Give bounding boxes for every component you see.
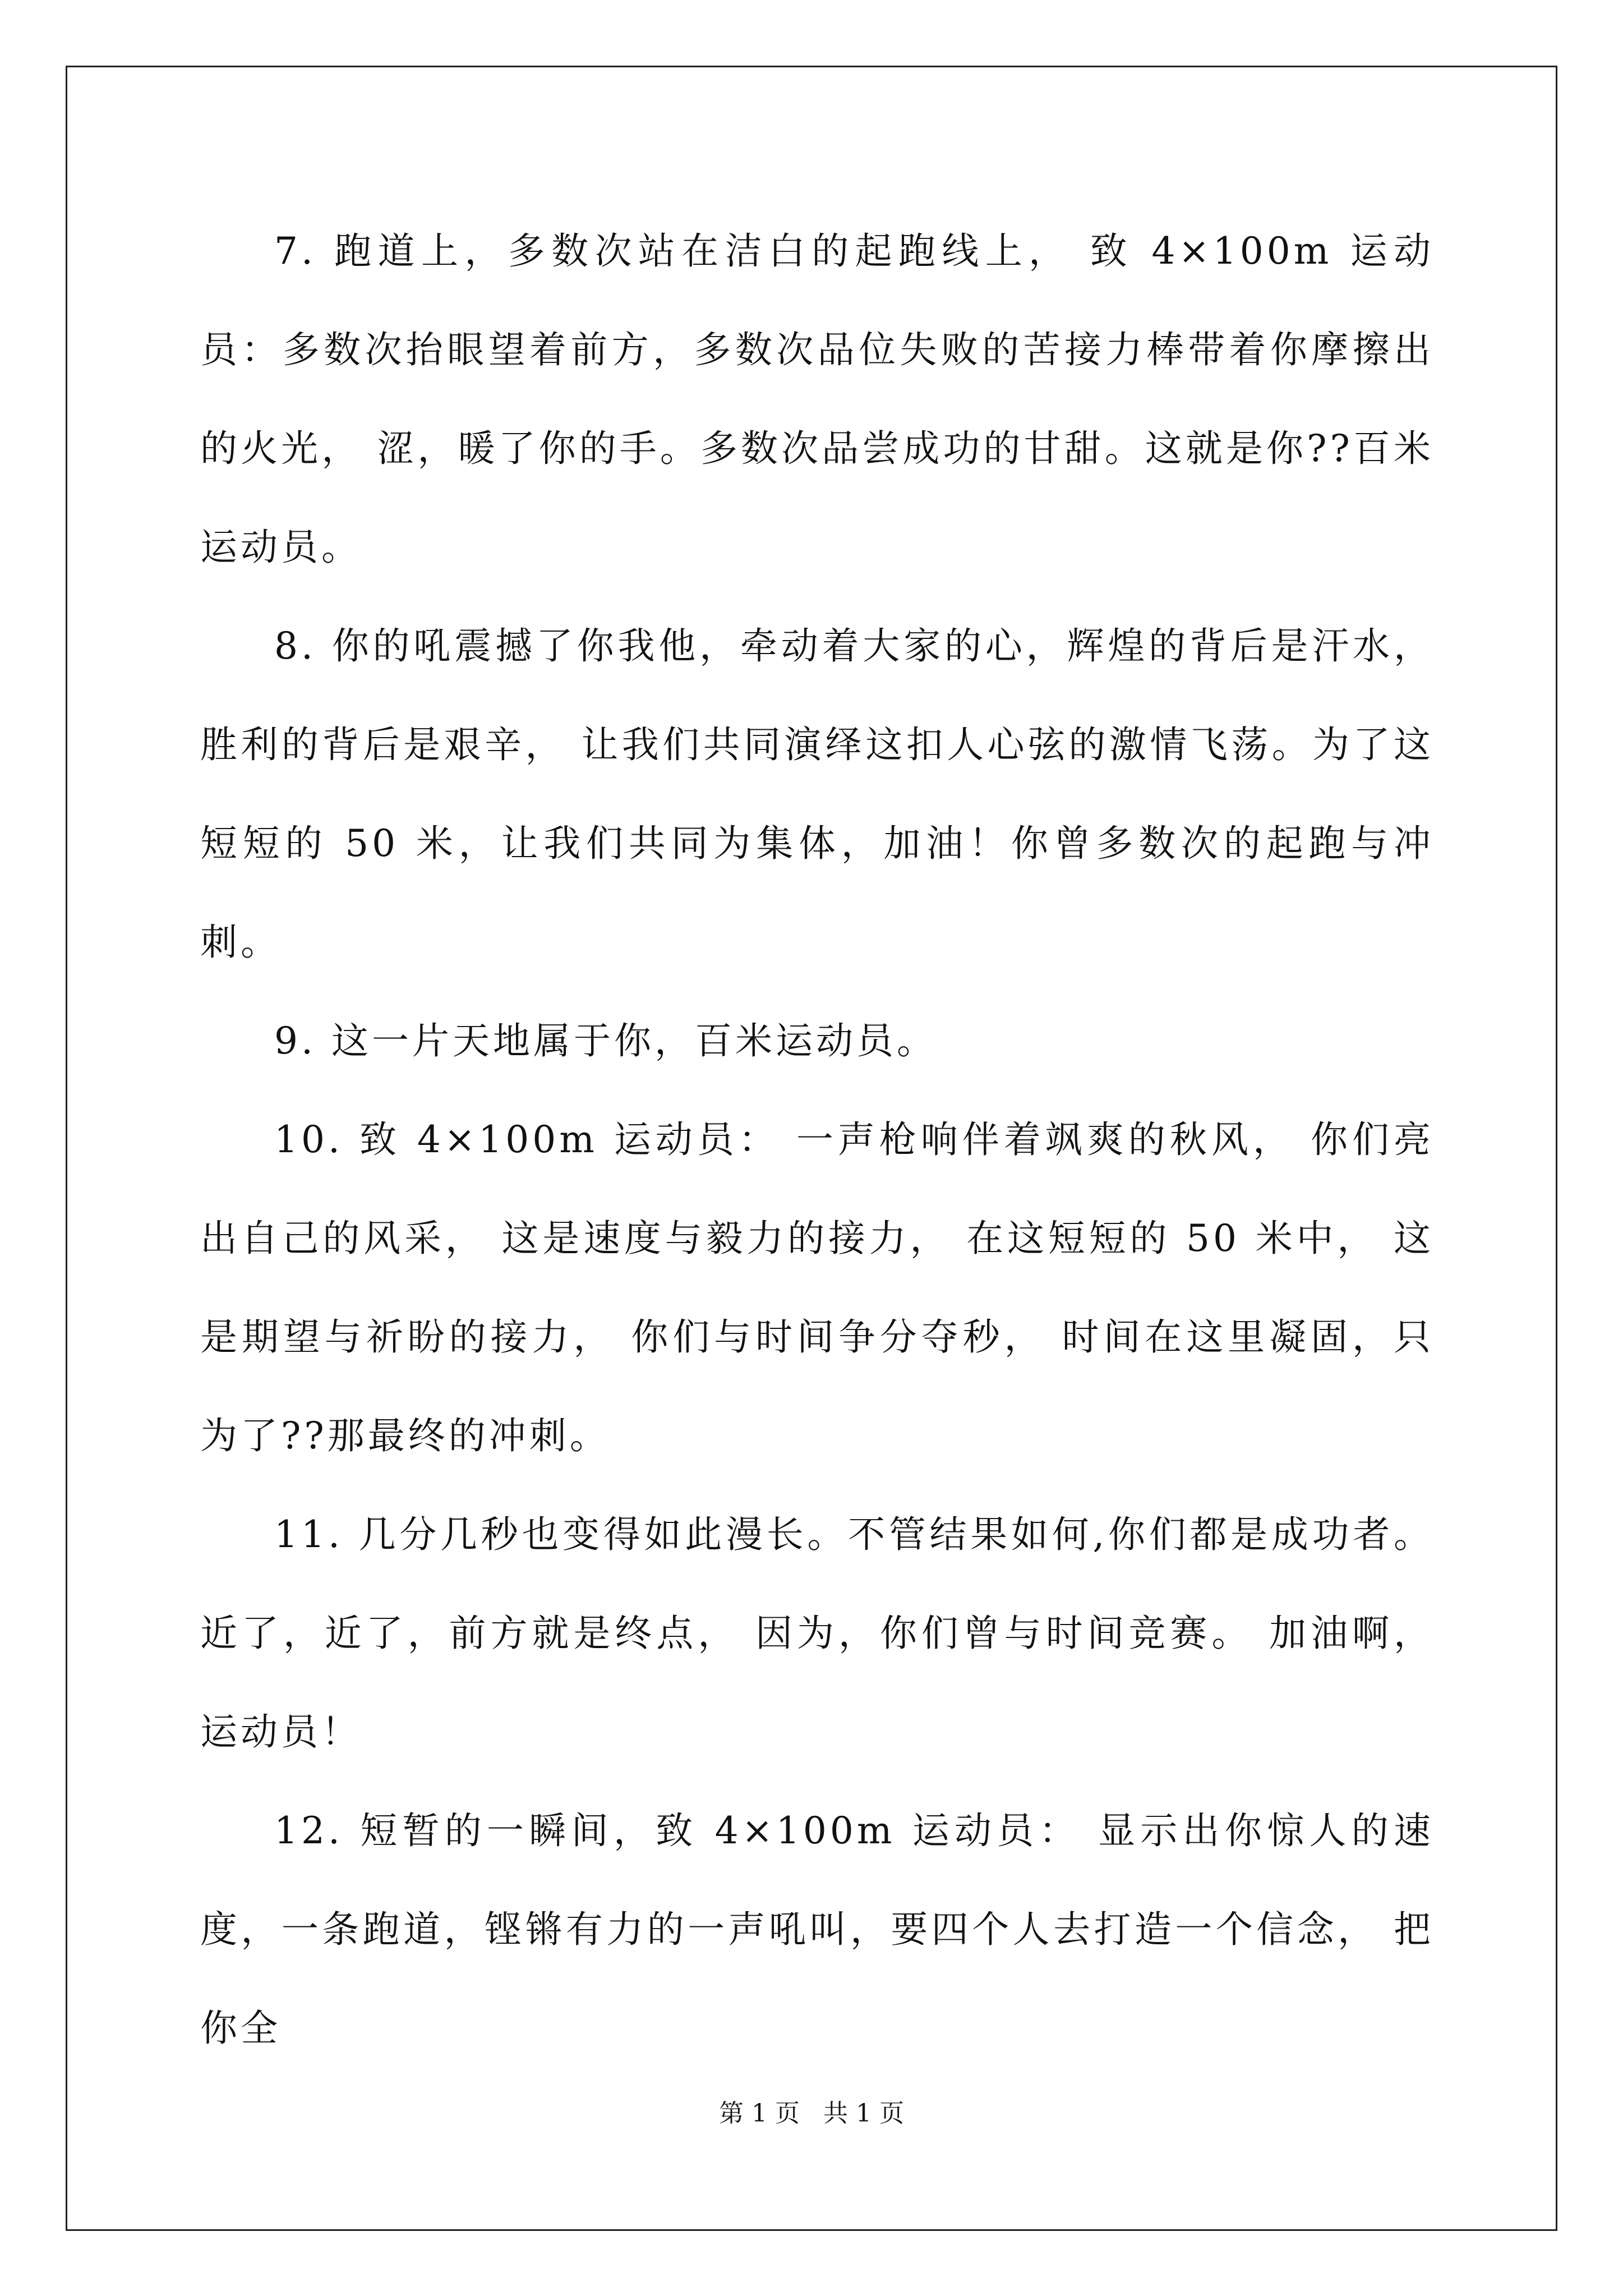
- page-number: 第 1 页: [719, 2099, 800, 2128]
- paragraph-12: 12. 短暂的一瞬间，致 4×100m 运动员： 显示出你惊人的速度，一条跑道，铿锵有力的一声吼叫，要四个人去打造一个信念， 把你全: [200, 1809, 1434, 2050]
- paragraph-10: 10. 致 4×100m 运动员： 一声枪响伴着飒爽的秋风， 你们亮出自己的风采， 这是速度与毅力的接力， 在这短短的 50 米中， 这是期望与祈盼的接力， 你们与时间争分夺秒， 时间在这里凝固，只为了??那最终的冲刺。: [200, 1118, 1434, 1457]
- paragraph-7: 7. 跑道上，多数次站在洁白的起跑线上， 致 4×100m 运动员：多数次抬眼望着前方，多数次品位失败的苦接力棒带着你摩擦出的火光， 涩，暖了你的手。多数次品尝成功的甘甜。这就是你??百米运动员。: [200, 229, 1434, 569]
- document-body: [200, 202, 1434, 2078]
- page-footer: [0, 2097, 1623, 2131]
- paragraph-8: 8. 你的吼震撼了你我他，牵动着大家的心，辉煌的背后是汗水，胜利的背后是艰辛， 让我们共同演绎这扣人心弦的激情飞荡。为了这短短的 50 米，让我们共同为集体，加油！你曾多数次的起跑与冲刺。: [200, 624, 1434, 964]
- page-total: 共 1 页: [823, 2099, 904, 2128]
- paragraph-9: 9. 这一片天地属于你，百米运动员。: [274, 1019, 937, 1062]
- paragraph-11: 11. 几分几秒也变得如此漫长。不管结果如何,你们都是成功者。近了，近了，前方就是终点， 因为，你们曾与时间竞赛。 加油啊，运动员！: [200, 1513, 1434, 1754]
